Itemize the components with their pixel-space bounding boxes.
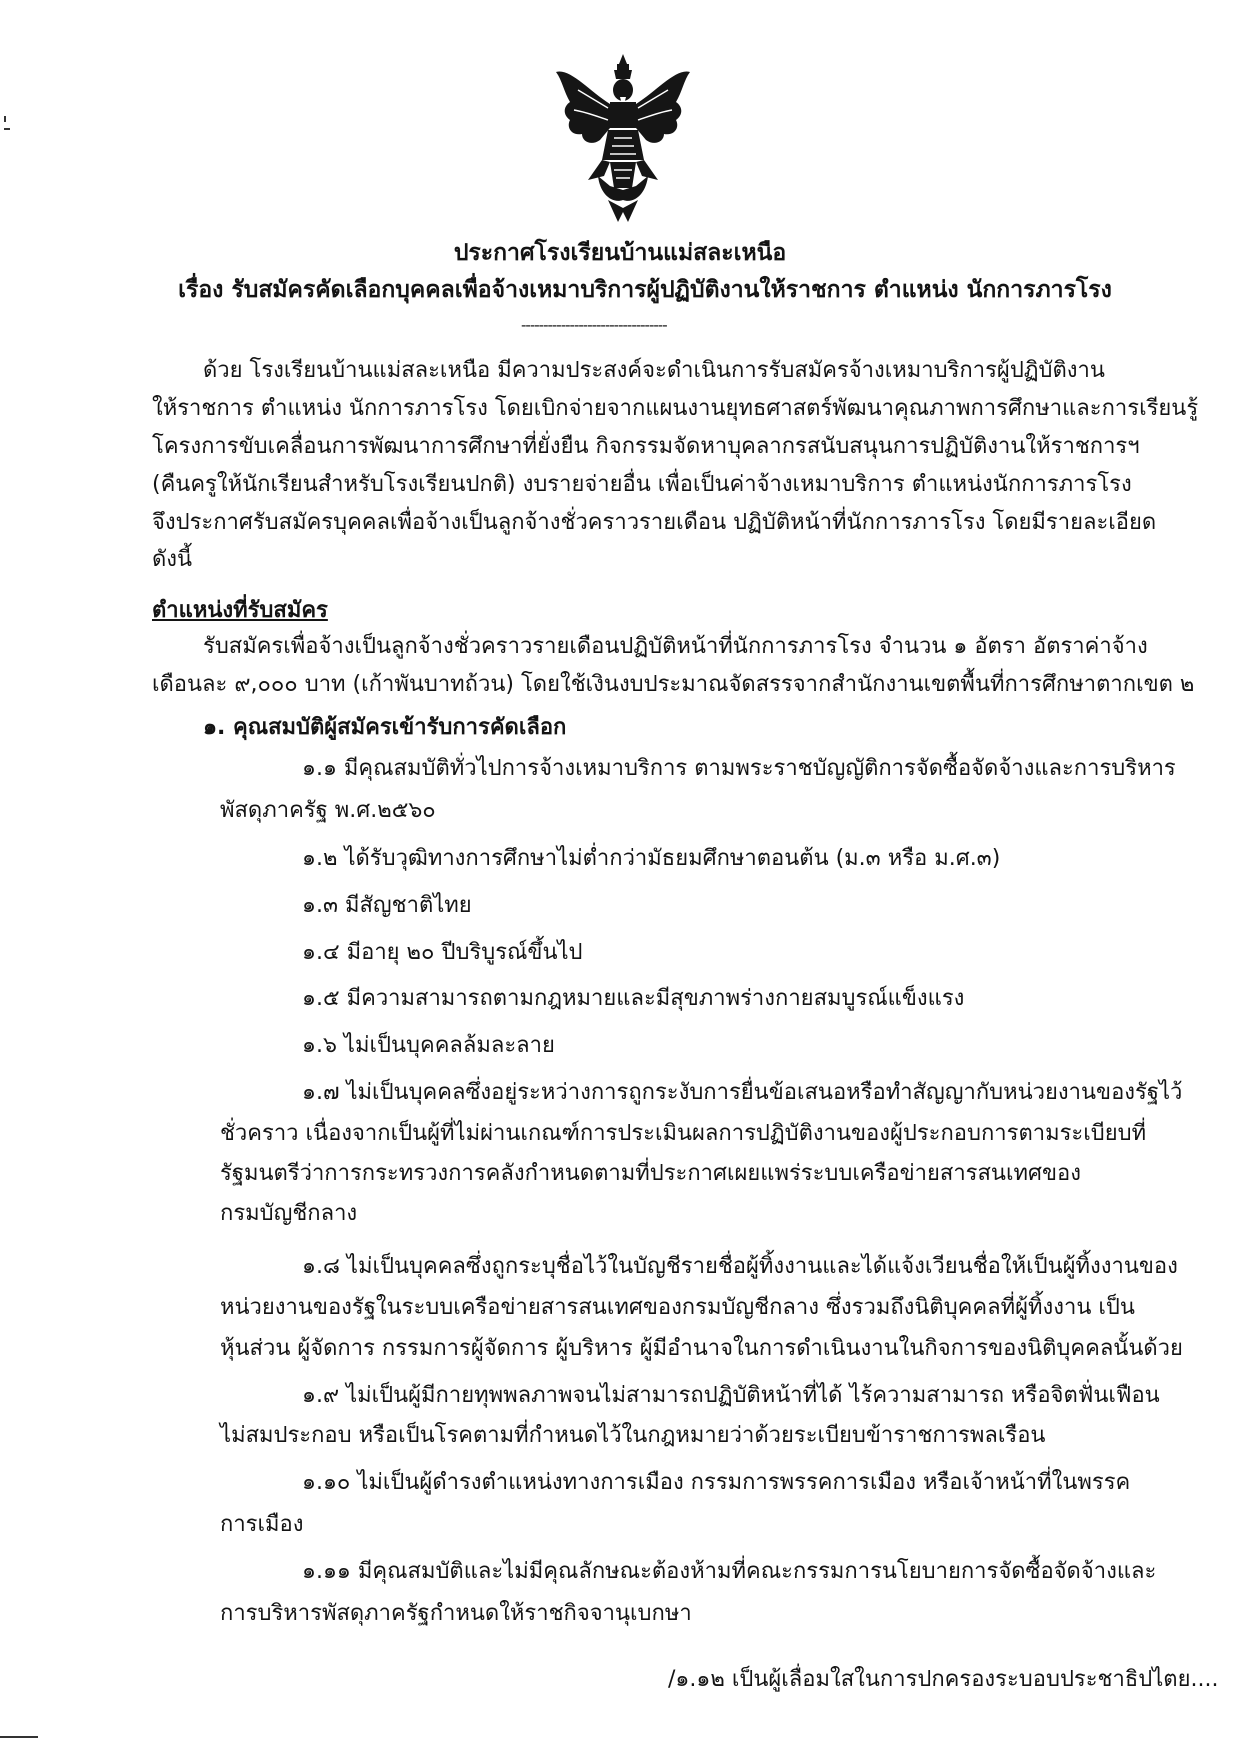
item-1-9: ๑.๙ ไม่เป็นผู้มีกายทุพพลภาพจนไม่สามารถปฏิบัติหน้าที่ได้ ไร้ความสามารถ หรือจิตฟั่นเฟือน: [302, 1383, 1160, 1408]
continuation-note: /๑.๑๒ เป็นผู้เลื่อมใสในการปกครองระบอบประชาธิปไตย....: [668, 1667, 1219, 1692]
item-1-3: ๑.๓ มีสัญชาติไทย: [302, 893, 472, 918]
item-1-10-cont: การเมือง: [220, 1512, 304, 1537]
intro-line: ด้วย โรงเรียนบ้านแม่สละเหนือ มีความประสงค์จะดำเนินการรับสมัครจ้างเหมาบริการผู้ปฏิบัติงาน: [203, 358, 1105, 383]
scan-artifact: [4, 128, 10, 130]
item-1-2: ๑.๒ ได้รับวุฒิทางการศึกษาไม่ต่ำกว่ามัธยมศึกษาตอนต้น (ม.๓ หรือ ม.ศ.๓): [302, 846, 1001, 871]
item-1-7: ๑.๗ ไม่เป็นบุคคลซึ่งอยู่ระหว่างการถูกระงับการยื่นข้อเสนอหรือทำสัญญากับหน่วยงานของรัฐไว้: [302, 1080, 1183, 1105]
item-1-7-cont: รัฐมนตรีว่าการกระทรวงการคลังกำหนดตามที่ประกาศเผยแพร่ระบบเครือข่ายสารสนเทศของ: [220, 1161, 1081, 1186]
item-1-1-cont: พัสดุภาครัฐ พ.ศ.๒๕๖๐: [220, 798, 436, 823]
announcement-subject: เรื่อง รับสมัครคัดเลือกบุคคลเพื่อจ้างเหมาบริการผู้ปฏิบัติงานให้ราชการ ตำแหน่ง นักการภารโรง: [178, 277, 1112, 303]
item-1-1: ๑.๑ มีคุณสมบัติทั่วไปการจ้างเหมาบริการ ตามพระราชบัญญัติการจัดซื้อจัดจ้างและการบริหาร: [302, 756, 1176, 781]
intro-line: ดังนี้: [152, 547, 193, 572]
item-1-5: ๑.๕ มีความสามารถตามกฎหมายและมีสุขภาพร่างกายสมบูรณ์แข็งแรง: [302, 986, 965, 1011]
item-1-11: ๑.๑๑ มีคุณสมบัติและไม่มีคุณลักษณะต้องห้ามที่คณะกรรมการนโยบายการจัดซื้อจัดจ้างและ: [302, 1559, 1157, 1584]
item-1-7-cont: ชั่วคราว เนื่องจากเป็นผู้ที่ไม่ผ่านเกณฑ์การประเมินผลการปฏิบัติงานของผู้ประกอบการตามระเบียบที่: [220, 1121, 1147, 1146]
item-1-7-cont: กรมบัญชีกลาง: [220, 1201, 358, 1226]
item-1-8-cont: หน่วยงานของรัฐในระบบเครือข่ายสารสนเทศของกรมบัญชีกลาง ซึ่งรวมถึงนิติบุคคลที่ผู้ทิ้งงาน เป็น: [220, 1295, 1135, 1320]
item-1-9-cont: ไม่สมประกอบ หรือเป็นโรคตามที่กำหนดไว้ในกฎหมายว่าด้วยระเบียบข้าราชการพลเรือน: [220, 1423, 1046, 1448]
item-1-8-cont: หุ้นส่วน ผู้จัดการ กรรมการผู้จัดการ ผู้บริหาร ผู้มีอำนาจในการดำเนินงานในกิจการของนิติบุคคลนั้นด้วย: [220, 1336, 1183, 1361]
position-heading: ตำแหน่งที่รับสมัคร: [152, 598, 328, 623]
section-1-heading: ๑. คุณสมบัติผู้สมัครเข้ารับการคัดเลือก: [203, 715, 567, 740]
garuda-emblem-icon: [548, 50, 698, 225]
announcement-title: ประกาศโรงเรียนบ้านแม่สละเหนือ: [453, 240, 787, 266]
intro-line: ให้ราชการ ตำแหน่ง นักการภารโรง โดยเบิกจ่ายจากแผนงานยุทธศาสตร์พัฒนาคุณภาพการศึกษาและการเรียนรู้: [152, 396, 1199, 421]
scan-artifact: [0, 1736, 38, 1738]
position-line: รับสมัครเพื่อจ้างเป็นลูกจ้างชั่วคราวรายเดือนปฏิบัติหน้าที่นักการภารโรง จำนวน ๑ อัตรา อัตราค่าจ้าง: [203, 634, 1148, 659]
item-1-6: ๑.๖ ไม่เป็นบุคคลล้มละลาย: [302, 1033, 555, 1058]
position-line: เดือนละ ๙,๐๐๐ บาท (เก้าพันบาทถ้วน) โดยใช้เงินงบประมาณจัดสรรจากสำนักงานเขตพื้นที่การศึกษาตากเขต ๒: [152, 672, 1195, 697]
item-1-11-cont: การบริหารพัสดุภาครัฐกำหนดให้ราชกิจจานุเบกษา: [220, 1601, 692, 1626]
intro-line: โครงการขับเคลื่อนการพัฒนาการศึกษาที่ยั่งยืน กิจกรรมจัดหาบุคลากรสนับสนุนการปฏิบัติงานให้ราชการฯ: [152, 434, 1140, 459]
title-separator: ---------------------------------: [521, 316, 667, 334]
scan-artifact: [4, 116, 6, 122]
item-1-8: ๑.๘ ไม่เป็นบุคคลซึ่งถูกระบุชื่อไว้ในบัญชีรายชื่อผู้ทิ้งงานและได้แจ้งเวียนชื่อให้เป็นผู้ทิ้งงานของ: [302, 1254, 1178, 1279]
item-1-10: ๑.๑๐ ไม่เป็นผู้ดำรงตำแหน่งทางการเมือง กรรมการพรรคการเมือง หรือเจ้าหน้าที่ในพรรค: [302, 1470, 1131, 1495]
intro-line: จึงประกาศรับสมัครบุคคลเพื่อจ้างเป็นลูกจ้างชั่วคราวรายเดือน ปฏิบัติหน้าที่นักการภารโรง โดยมีรายละเอียด: [152, 510, 1157, 535]
item-1-4: ๑.๔ มีอายุ ๒๐ ปีบริบูรณ์ขึ้นไป: [302, 940, 583, 965]
intro-line: (คืนครูให้นักเรียนสำหรับโรงเรียนปกติ) งบรายจ่ายอื่น เพื่อเป็นค่าจ้างเหมาบริการ ตำแหน่งนักการภารโรง: [152, 472, 1132, 497]
